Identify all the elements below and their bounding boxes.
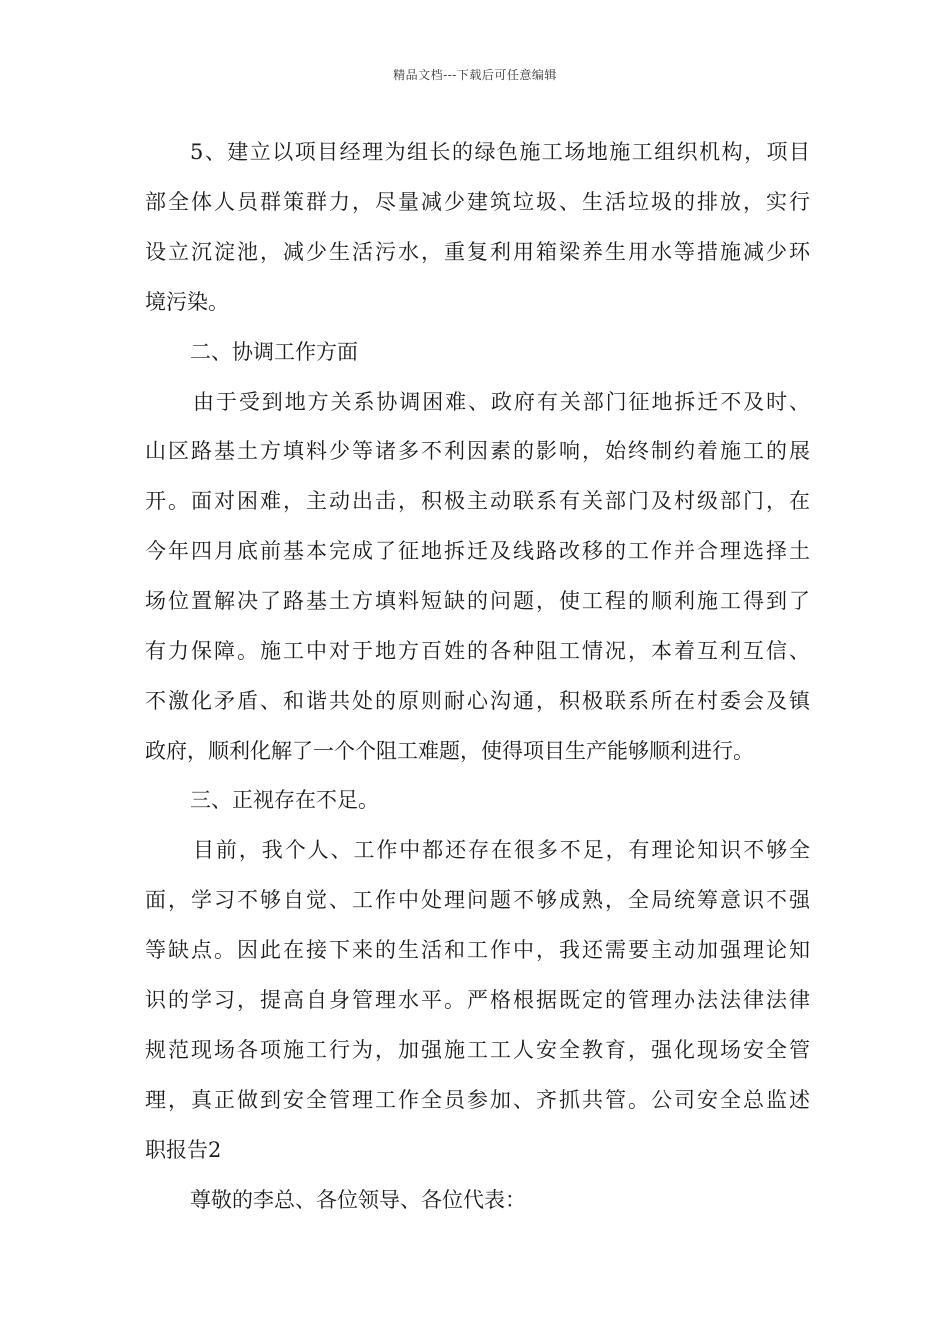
paragraph-line: 识的学习，提高自身管理水平。严格根据既定的管理办法法律法律 [145,988,810,1012]
page-header: 精品文档---下载后可任意编辑 [393,68,557,82]
paragraph-line: 山区路基土方填料少等诸多不利因素的影响，始终制约着施工的展 [145,439,810,463]
paragraph-line: 等缺点。因此在接下来的生活和工作中，我还需要主动加强理论知 [145,938,810,962]
paragraph-line: 设立沉淀池，减少生活污水，重复利用箱梁养生用水等措施减少环 [145,240,810,264]
paragraph-line: 开。面对困难，主动出击，积极主动联系有关部门及村级部门，在 [145,489,810,513]
paragraph-line: 部全体人员群策群力，尽量减少建筑垃圾、生活垃圾的排放，实行 [145,190,810,214]
paragraph-line: 今年四月底前基本完成了征地拆迁及线路改移的工作并合理选择土 [145,539,810,563]
paragraph-line: 5、建立以项目经理为组长的绿色施工场地施工组织机构，项目 [190,140,810,164]
paragraph-line: 职报告2 [145,1138,222,1162]
paragraph-line: 规范现场各项施工行为，加强施工工人安全教育，强化现场安全管 [145,1038,810,1062]
paragraph-line: 理，真正做到安全管理工作全员参加、齐抓共管。公司安全总监述 [145,1088,810,1112]
section-heading: 二、协调工作方面 [190,340,358,364]
paragraph-line: 面，学习不够自觉、工作中处理问题不够成熟，全局统筹意识不强 [145,888,810,912]
paragraph-line: 场位置解决了路基土方填料短缺的问题，使工程的顺利施工得到了 [145,589,810,613]
paragraph-line: 有力保障。施工中对于地方百姓的各种阻工情况，本着互利互信、 [145,639,810,663]
paragraph-line: 境污染。 [145,290,229,314]
section-heading: 三、正视存在不足。 [190,788,379,812]
paragraph-line: 目前，我个人、工作中都还存在很多不足，有理论知识不够全 [193,838,810,862]
paragraph-line: 政府，顺利化解了一个个阻工难题，使得项目生产能够顺利进行。 [145,739,754,763]
paragraph-line: 不激化矛盾、和谐共处的原则耐心沟通，积极联系所在村委会及镇 [145,689,810,713]
paragraph-line: 由于受到地方关系协调困难、政府有关部门征地拆迁不及时、 [193,390,810,414]
salutation-line: 尊敬的李总、各位领导、各位代表： [190,1188,526,1212]
